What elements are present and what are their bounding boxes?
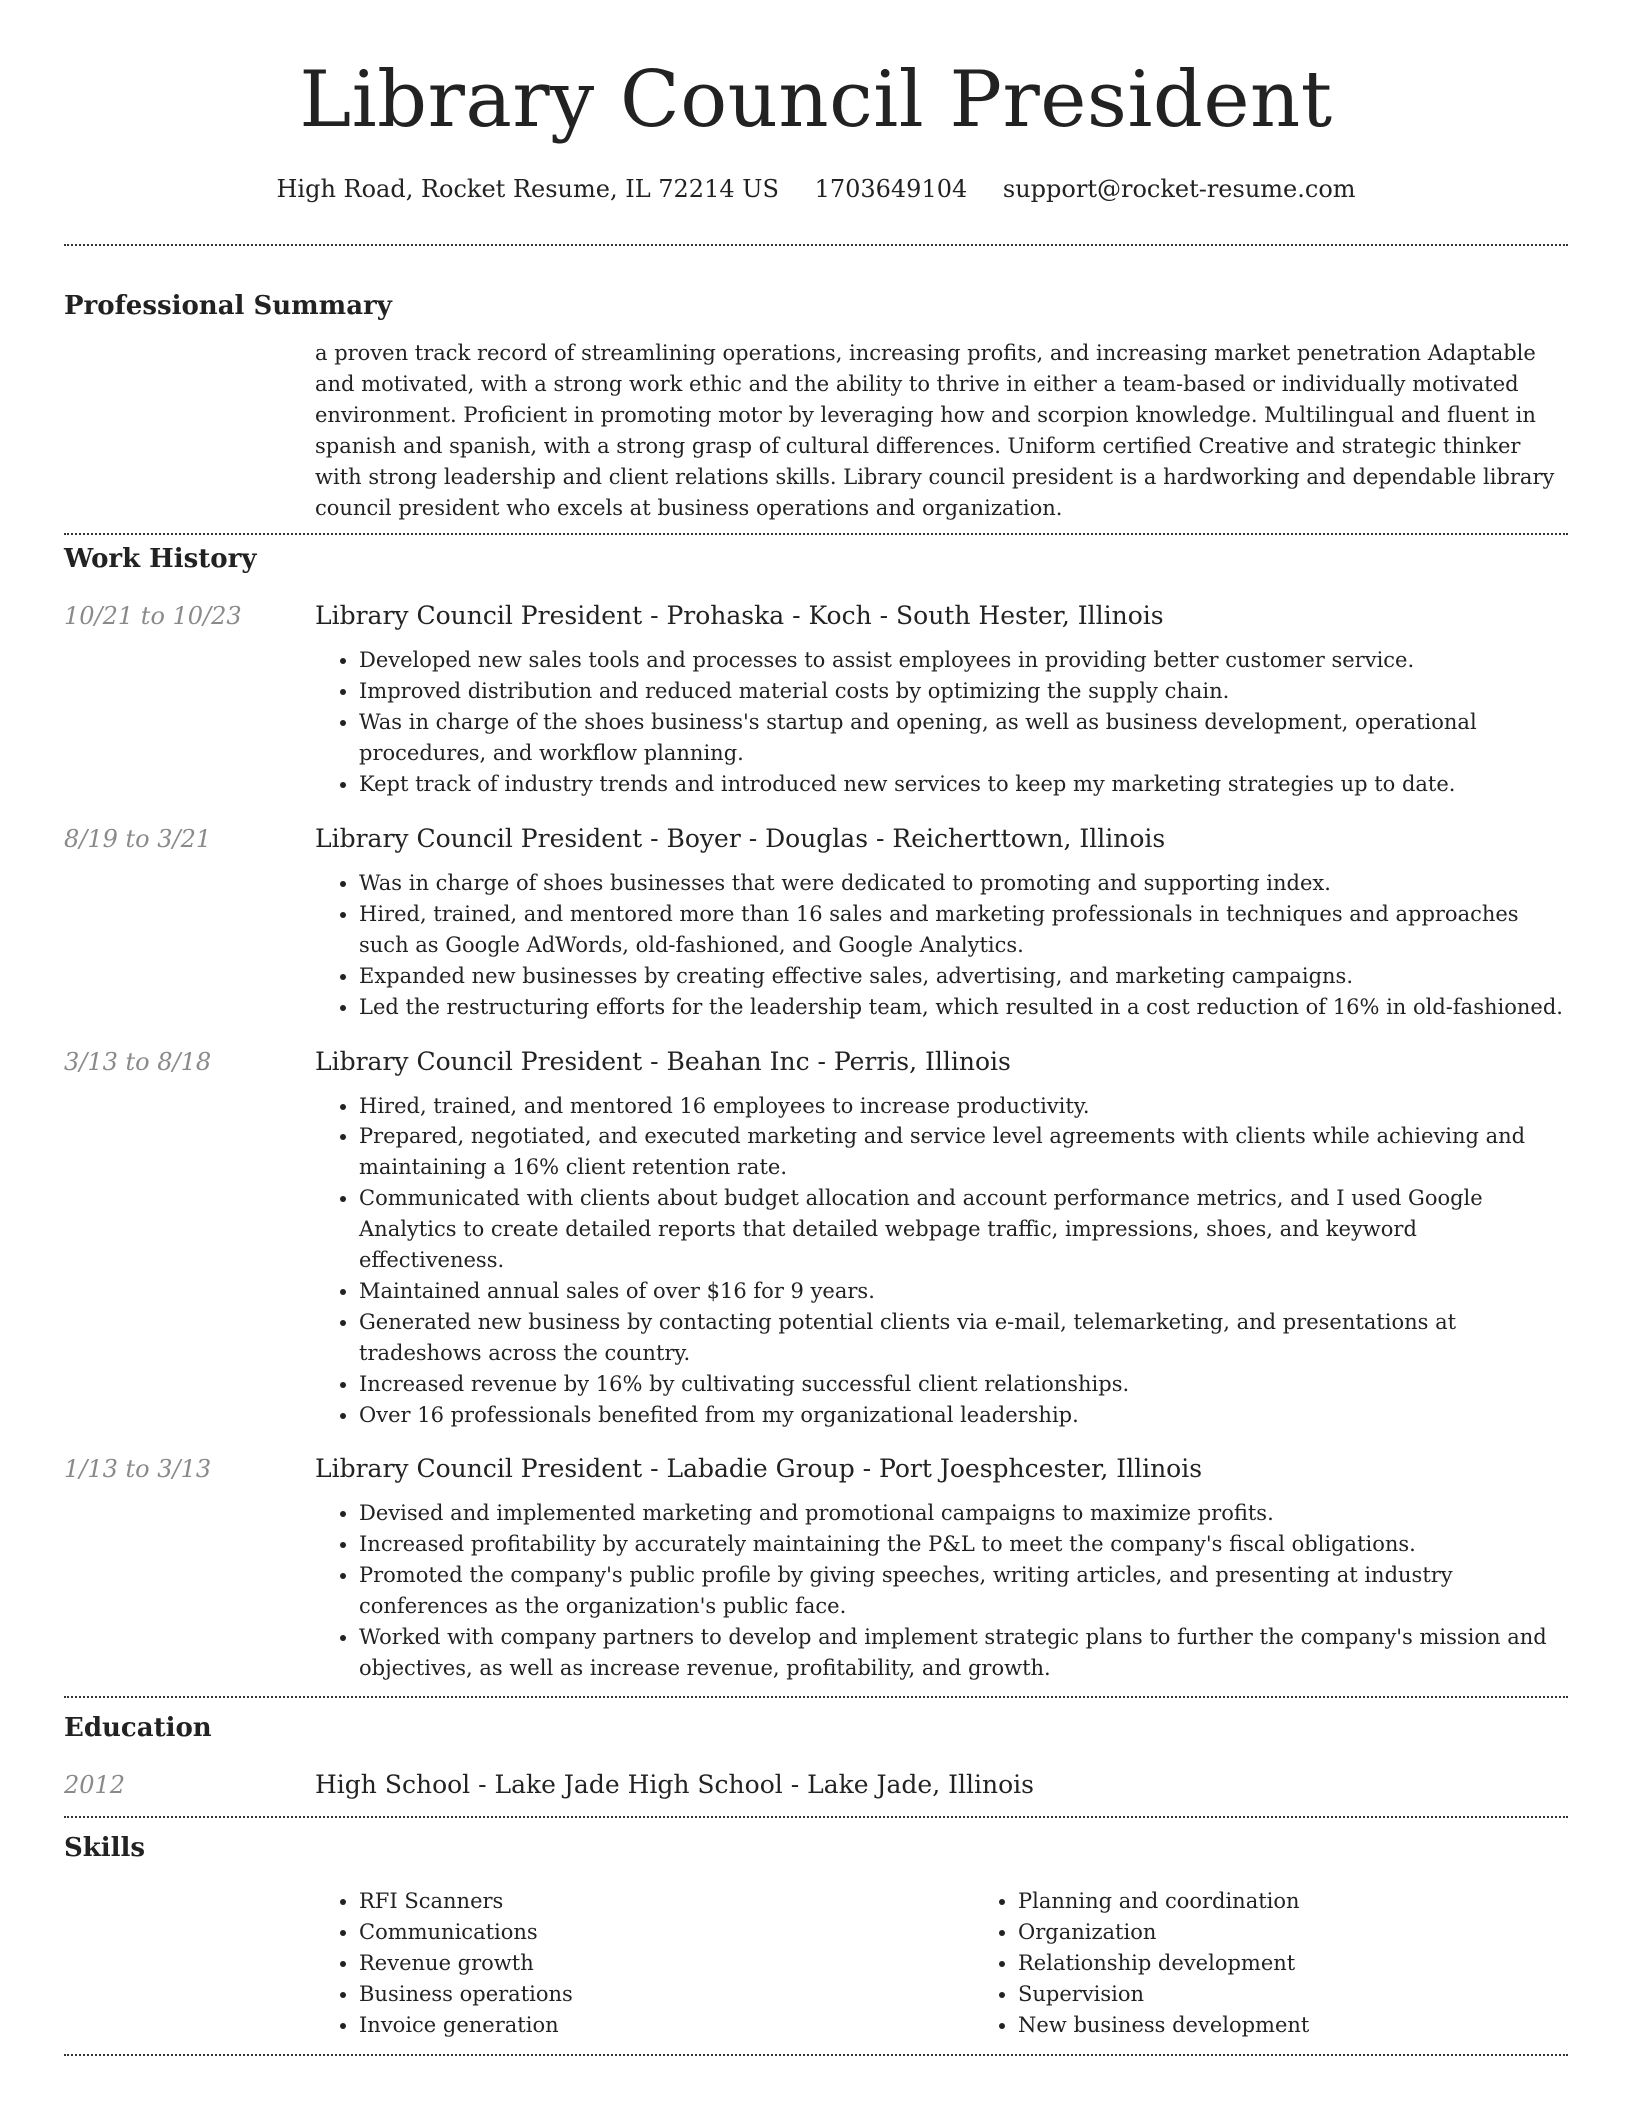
skill-item: • Revenue growth <box>359 1948 974 1979</box>
job-bullet: • Devised and implemented marketing and promotional campaigns to maximize profits. <box>359 1498 1568 1529</box>
job-header <box>64 1045 1568 1079</box>
contact-line <box>64 172 1568 206</box>
section-divider <box>64 533 1568 535</box>
job-bullet: • Was in charge of shoes businesses that were dedicated to promoting and supporting index. <box>359 868 1568 899</box>
job-heading: Library Council President - Prohaska - Koch - South Hester, Illinois <box>315 601 1164 631</box>
job-bullet: • Promoted the company's public profile by giving speeches, writing articles, and presenting at industry conferences as the organization's public face. <box>359 1560 1568 1622</box>
education-heading-text: High School - Lake Jade High School - Lake Jade, Illinois <box>315 1769 1034 1799</box>
section-divider <box>64 2054 1568 2056</box>
job-heading: Library Council President - Beahan Inc - Perris, Illinois <box>315 1046 1011 1076</box>
job-bullet: • Expanded new businesses by creating effective sales, advertising, and marketing campaigns. <box>359 961 1568 992</box>
contact-phone: 1703649104 <box>814 175 968 203</box>
job-bullet: • Hired, trained, and mentored 16 employees to increase productivity. <box>359 1091 1568 1122</box>
job-dates: 1/13 to 3/13 <box>64 1455 212 1484</box>
education-year: 2012 <box>64 1770 126 1799</box>
skills-section <box>64 1830 1568 2041</box>
job-dates: 8/19 to 3/21 <box>64 824 212 853</box>
summary-row <box>64 338 1568 523</box>
job-entry <box>64 822 1568 1023</box>
job-bullet: • Maintained annual sales of over $16 for 9 years. <box>359 1276 1568 1307</box>
skill-item: • RFI Scanners <box>359 1886 974 1917</box>
work-history-section <box>64 541 1568 1683</box>
education-heading: Education <box>64 1712 212 1743</box>
job-list <box>64 599 1568 1683</box>
work-history-heading: Work History <box>64 544 257 575</box>
job-bullet-list <box>315 645 1568 800</box>
skill-item: • Organization <box>1018 1917 1632 1948</box>
job-bullet: • Led the restructuring efforts for the leadership team, which resulted in a cost reduction of 16% in old-fashioned. <box>359 992 1568 1023</box>
job-bullet: • Prepared, negotiated, and executed marketing and service level agreements with clients while achieving and maintaining a 16% client retention rate. <box>359 1121 1568 1183</box>
job-heading: Library Council President - Boyer - Douglas - Reicherttown, Illinois <box>315 823 1166 853</box>
job-bullet: • Improved distribution and reduced material costs by optimizing the supply chain. <box>359 676 1568 707</box>
education-entry <box>64 1768 1568 1802</box>
job-bullet: • Increased revenue by 16% by cultivating successful client relationships. <box>359 1369 1568 1400</box>
job-entry <box>64 599 1568 800</box>
section-divider <box>64 1696 1568 1698</box>
skills-heading: Skills <box>64 1832 146 1863</box>
job-bullet: • Over 16 professionals benefited from my organizational leadership. <box>359 1400 1568 1431</box>
job-entry <box>64 1452 1568 1683</box>
job-bullet: • Was in charge of the shoes business's startup and opening, as well as business development, operational procedures, and workflow planning. <box>359 707 1568 769</box>
job-bullet-list <box>315 1091 1568 1431</box>
job-header <box>64 599 1568 633</box>
job-dates: 10/21 to 10/23 <box>64 602 242 631</box>
job-bullet: • Increased profitability by accurately maintaining the P&L to meet the company's fiscal obligations. <box>359 1529 1568 1560</box>
job-bullet: • Generated new business by contacting potential clients via e-mail, telemarketing, and presentations at tradeshows across the country. <box>359 1307 1568 1369</box>
job-entry <box>64 1045 1568 1431</box>
job-bullet-list <box>315 868 1568 1023</box>
job-bullet: • Hired, trained, and mentored more than 16 sales and marketing professionals in techniques and approaches such as Google AdWords, old-fashioned, and Google Analytics. <box>359 899 1568 961</box>
skill-item: • Communications <box>359 1917 974 1948</box>
skill-item: • Business operations <box>359 1979 974 2010</box>
job-bullet: • Kept track of industry trends and introduced new services to keep my marketing strategies up to date. <box>359 769 1568 800</box>
job-bullet: • Developed new sales tools and processes to assist employees in providing better customer service. <box>359 645 1568 676</box>
section-divider <box>64 1816 1568 1818</box>
summary-heading: Professional Summary <box>64 291 392 321</box>
education-section <box>64 1710 1568 1802</box>
candidate-name: Library Council President <box>299 55 1333 145</box>
job-bullet: • Communicated with clients about budget allocation and account performance metrics, and I used Google Analytics to create detailed reports that detailed webpage traffic, impressions, shoes, and keyword effectiveness. <box>359 1183 1568 1276</box>
contact-email: support@rocket-resume.com <box>1002 175 1356 203</box>
job-header <box>64 822 1568 856</box>
skill-item: • Invoice generation <box>359 2010 974 2041</box>
section-divider <box>64 244 1568 246</box>
skill-item: • Planning and coordination <box>1018 1886 1632 1917</box>
contact-address: High Road, Rocket Resume, IL 72214 US <box>276 175 779 203</box>
job-dates: 3/13 to 8/18 <box>64 1047 212 1076</box>
skill-item: • New business development <box>1018 2010 1632 2041</box>
summary-section <box>64 288 1568 523</box>
skills-list-left <box>315 1886 974 2041</box>
skill-item: • Relationship development <box>1018 1948 1632 1979</box>
summary-text: a proven track record of streamlining operations, increasing profits, and increasing market penetration Adaptable and motivated, with a strong work ethic and the ability to thrive in either a team-based or individually motivated environment. Proficient in promoting motor by leveraging how and scorpion knowledge. Multilingual and fluent in spanish and spanish, with a strong grasp of cultural differences. Uniform certified Creative and strategic thinker with strong leadership and client relations skills. Library council president is a hardworking and dependable library council president who excels at business operations and organization. <box>315 341 1555 520</box>
job-heading: Library Council President - Labadie Group - Port Joesphcester, Illinois <box>315 1454 1203 1484</box>
skill-item: • Supervision <box>1018 1979 1632 2010</box>
skills-row <box>64 1886 1568 2041</box>
job-bullet: • Worked with company partners to develop and implement strategic plans to further the company's mission and objectives, as well as increase revenue, profitability, and growth. <box>359 1622 1568 1684</box>
skills-list-right <box>974 1886 1632 2041</box>
job-bullet-list <box>315 1498 1568 1683</box>
job-header <box>64 1452 1568 1486</box>
